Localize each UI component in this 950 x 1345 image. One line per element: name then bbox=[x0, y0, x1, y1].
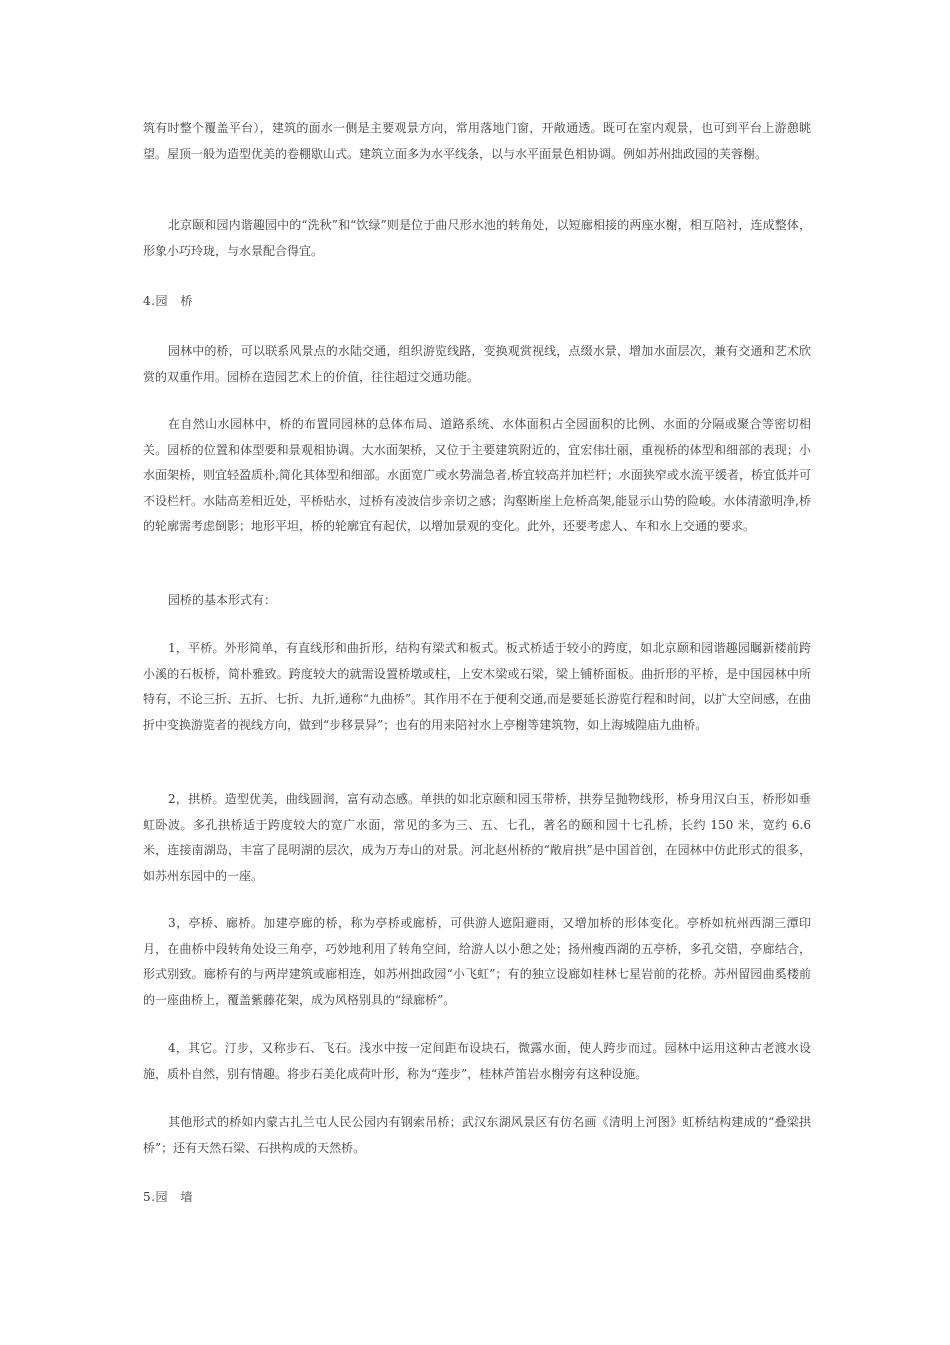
paragraph-waterside-pavilion-continued: 筑有时整个覆盖平台），建筑的面水一侧是主要观景方向，常用落地门窗，开敞通透。既可在室内观景，也可到平台上游憩眺望。屋顶一般为造型优美的卷棚歇山式。建筑立面多为水平线条，以与水平面景色相协调。例如苏州拙政园的芙蓉榭。 bbox=[143, 121, 811, 161]
paragraph-flat-bridge: 1，平桥。外形简单，有直线形和曲折形，结构有梁式和板式。板式桥适于较小的跨度，如北京颐和园谐趣园瞩新楼前跨小溪的石板桥，简朴雅致。跨度较大的就需设置桥墩或柱，上安木梁或石梁，梁上铺桥面板。曲折形的平桥，是中国园林中所特有，不论三折、五折、七折、九折,通称“九曲桥”。其作用不在于便利交通,而是要延长游览行程和时间，以扩大空间感，在曲折中变换游览者的视线方向，做到“步移景异”；也有的用来陪衬水上亭榭等建筑物，如上海城隍庙九曲桥。 bbox=[143, 641, 811, 732]
paragraph-arch-bridge: 2，拱桥。造型优美，曲线圆润，富有动态感。单拱的如北京颐和园玉带桥，拱券呈抛物线形，桥身用汉白玉，桥形如垂虹卧波。多孔拱桥适于跨度较大的宽广水面，常见的多为三、五、七孔，著名的颐和园十七孔桥，长约 150 米，宽约 6.6 米，连接南湖岛，丰富了昆明湖的层次，成为万寿山的对景。河北赵州桥的“敞肩拱”是中国首创，在园林中仿此形式的很多，如苏州东园中的一座。 bbox=[143, 792, 811, 883]
paragraph-other-bridges: 其他形式的桥如内蒙古扎兰屯人民公园内有钢索吊桥；武汉东湖风景区有仿名画《清明上河图》虹桥结构建成的“叠梁拱桥”；还有天然石梁、石拱构成的天然桥。 bbox=[143, 1115, 811, 1155]
section-heading-garden-wall: 5.园 墙 bbox=[143, 1190, 193, 1204]
paragraph-bridge-layout: 在自然山水园林中，桥的布置同园林的总体布局、道路系统、水体面积占全园面积的比例、水面的分隔或聚合等密切相关。园桥的位置和体型要和景观相协调。大水面架桥，又位于主要建筑附近的，宜宏伟壮丽，重视桥的体型和细部的表现；小水面架桥，则宜轻盈质朴,简化其体型和细部。水面宽广或水势湍急者,桥宜较高并加栏杆；水面狭窄或水流平缓者，桥宜低并可不设栏杆。水陆高差相近处，平桥贴水，过桥有凌波信步亲切之感；沟壑断崖上危桥高架,能显示山势的险峻。水体清澈明净,桥的轮廓需考虑倒影；地形平坦，桥的轮廓宜有起伏，以增加景观的变化。此外，还要考虑人、车和水上交通的要求。 bbox=[143, 417, 811, 533]
paragraph-stepping-stones: 4，其它。汀步，又称步石、飞石。浅水中按一定间距布设块石，微露水面，使人跨步而过。园林中运用这种古老渡水设施，质朴自然，别有情趣。将步石美化成荷叶形，称为“莲步”，桂林芦笛岩水榭旁有这种设施。 bbox=[143, 1041, 811, 1081]
paragraph-pavilion-bridge: 3，亭桥、廊桥。加建亭廊的桥，称为亭桥或廊桥，可供游人遮阳避雨，又增加桥的形体变化。亭桥如杭州西湖三潭印月，在曲桥中段转角处设三角亭，巧妙地利用了转角空间，给游人以小憩之处；扬州瘦西湖的五亭桥，多孔交错，亭廊结合，形式别致。廊桥有的与两岸建筑或廊相连，如苏州拙政园“小飞虹”；有的独立设廊如桂林七星岩前的花桥。苏州留园曲奚楼前的一座曲桥上，覆盖紫藤花架，成为风格别具的“绿廊桥”。 bbox=[143, 916, 811, 1007]
paragraph-xiequ-garden: 北京颐和园内谐趣园中的“洗秋”和“饮绿”则是位于曲尺形水池的转角处，以短廊相接的两座水榭，相互陪衬，连成整体，形象小巧玲珑，与水景配合得宜。 bbox=[143, 218, 811, 258]
paragraph-bridge-function: 园林中的桥，可以联系风景点的水陆交通，组织游览线路，变换观赏视线，点缀水景，增加水面层次，兼有交通和艺术欣赏的双重作用。园桥在造园艺术上的价值，往往超过交通功能。 bbox=[143, 344, 811, 384]
section-heading-garden-bridge: 4.园 桥 bbox=[143, 294, 193, 308]
paragraph-bridge-forms-intro: 园桥的基本形式有： bbox=[168, 593, 277, 607]
